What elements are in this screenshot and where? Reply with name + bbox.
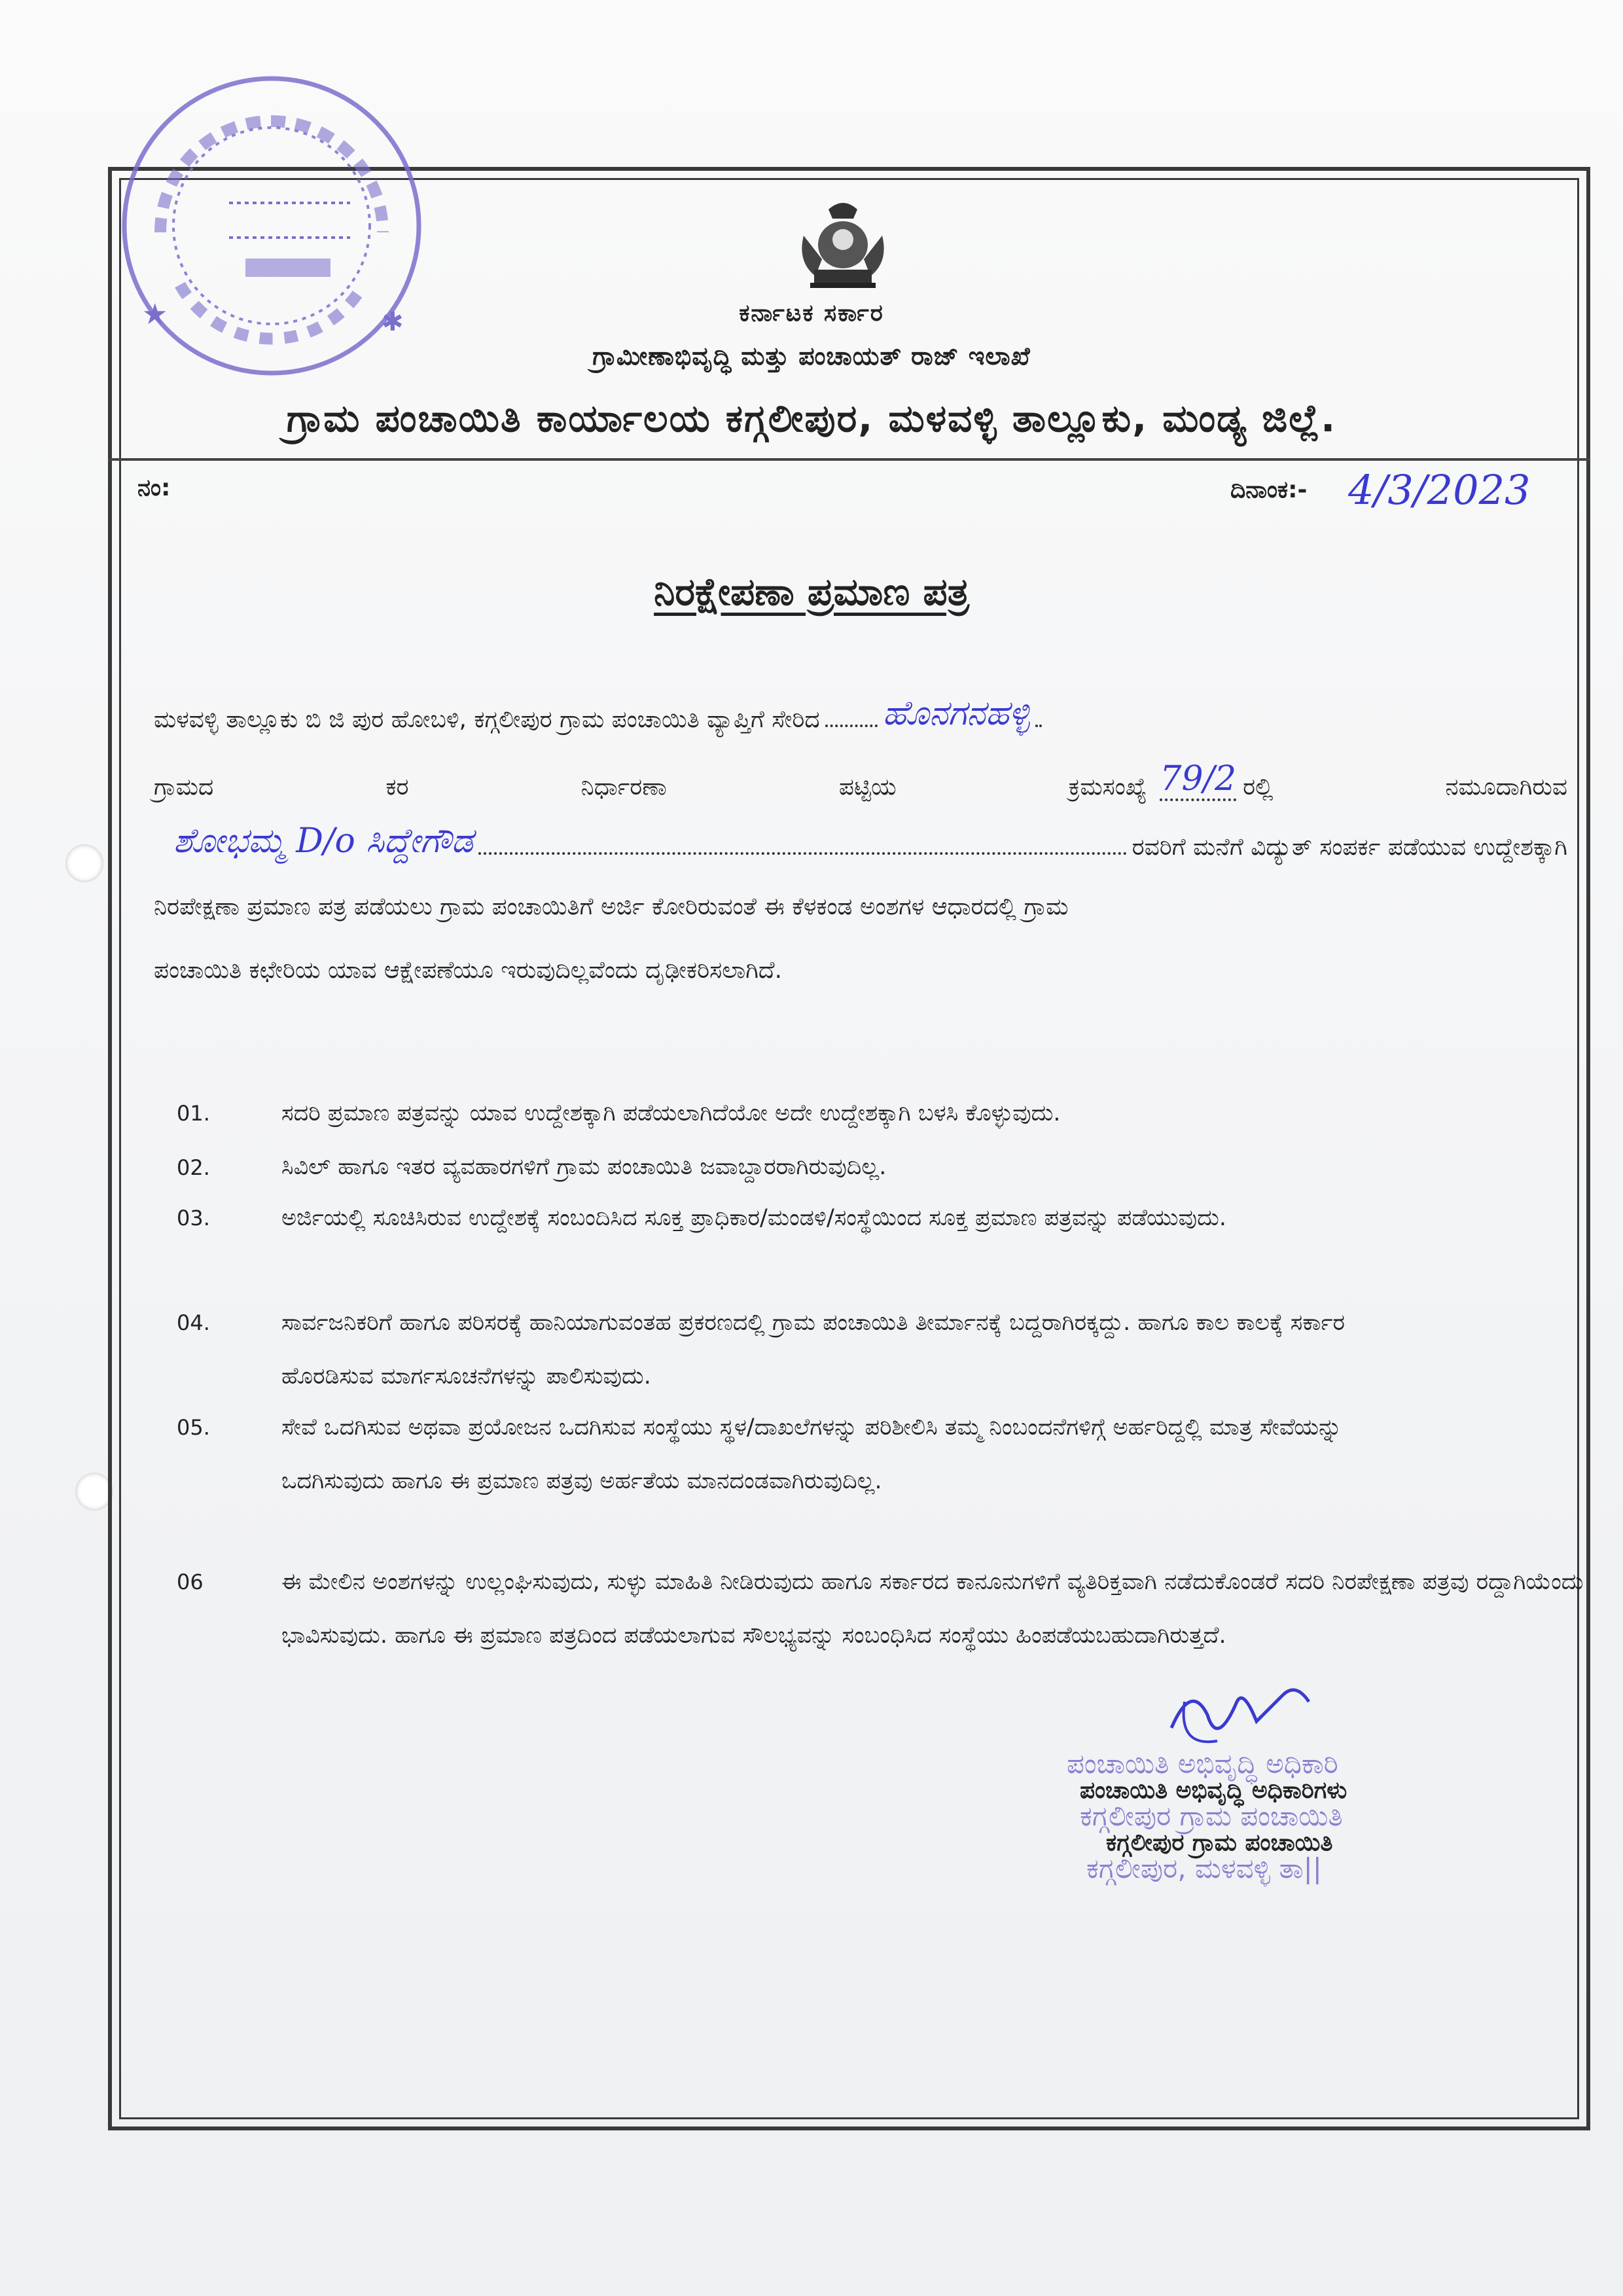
condition-text: ಸೇವೆ ಒದಗಿಸುವ ಅಥವಾ ಪ್ರಯೋಜನ ಒದಗಿಸುವ ಸಂಸ್ಥೆಯು ಸ್ಥಳ/ದಾಖಲೆಗಳನ್ನು ಪರಿಶೀಲಿಸಿ ತಮ್ಮ ನಿಂಬಂದನೆಗಳಿಗ್ಗೆ ಅರ್ಹರಿದ್ದಲ್ಲಿ ಮಾತ್ರ ಸೇವೆಯನ್ನು ಒದಗಿಸುವುದು ಹಾಗೂ ಈ ಪ್ರಮಾಣ ಪತ್ರವು ಅರ್ಹತೆಯ ಮಾನದಂಡವಾಗಿರುವುದಿಲ್ಲ. — [281, 1414, 1342, 1494]
department-name: ಗ್ರಾಮೀಣಾಭಿವೃದ್ಧಿ ಮತ್ತು ಪಂಚಾಯತ್ ರಾಜ್ ಇಲಾಖೆ — [592, 342, 1031, 370]
signature-block — [1021, 1695, 1558, 1892]
condition-number: 04. — [177, 1310, 210, 1335]
body-line-4: ನಿರಪೇಕ್ಷಣಾ ಪ್ರಮಾಣ ಪತ್ರ ಪಡೆಯಲು ಗ್ರಾಮ ಪಂಚಾಯಿತಿಗೆ ಅರ್ಜಿ ಕೋರಿರುವಂತೆ ಈ ಕೆಳಕಂಡ ಅಂಶಗಳ ಆಧಾರದಲ್ಲಿ ಗ್ರಾಮ — [154, 893, 1069, 920]
svg-text:★: ★ — [142, 298, 168, 331]
condition-text: ಅರ್ಜಿಯಲ್ಲಿ ಸೂಚಿಸಿರುವ ಉದ್ದೇಶಕ್ಕೆ ಸಂಬಂದಿಸಿದ ಸೂಕ್ತ ಪ್ರಾಧಿಕಾರ/ಮಂಡಳಿ/ಸಂಸ್ಥೆಯಿಂದ ಸೂಕ್ತ ಪ್ರಮಾಣ ಪತ್ರವನ್ನು ಪಡೆಯುವುದು. — [281, 1205, 1226, 1231]
body-line-2 — [154, 759, 1567, 801]
signatory-office: ಕಗ್ಗಲೀಪುರ ಗ್ರಾಮ ಪಂಚಾಯಿತಿ — [1106, 1829, 1333, 1856]
condition-number: 06 — [177, 1570, 204, 1594]
condition-text: ಈ ಮೇಲಿನ ಅಂಶಗಳನ್ನು ಉಲ್ಲಂಘಿಸುವುದು, ಸುಳ್ಳು ಮಾಹಿತಿ ನೀಡಿರುವುದು ಹಾಗೂ ಸರ್ಕಾರದ ಕಾನೂನುಗಳಿಗೆ ವ್ಯತಿರಿಕ್ತವಾಗಿ ನಡೆದುಕೊಂಡರೆ ಸದರಿ ನಿರಪೇಕ್ಷಣಾ ಪತ್ರವು ರದ್ದಾಗಿಯೆಂದು ಭಾವಿಸುವುದು. ಹಾಗೂ ಈ ಪ್ರಮಾಣ ಪತ್ರದಿಂದ ಪಡೆಯಲಾಗುವ ಸೌಲಭ್ಯವನ್ನು ಸಂಬಂಧಿಸಿದ ಸಂಸ್ಥೆಯು ಹಿಂಪಡೆಯಬಹುದಾಗಿರುತ್ತದೆ. — [281, 1569, 1584, 1649]
condition-number: 01. — [177, 1101, 210, 1126]
body-line-2-word-2: ಕರ — [385, 774, 409, 800]
header-divider — [108, 458, 1590, 461]
fill-dots — [1035, 725, 1042, 727]
condition-text: ಸಿವಿಲ್ ಹಾಗೂ ಇತರ ವ್ಯವಹಾರಗಳಿಗೆ ಗ್ರಾಮ ಪಂಚಾಯಿತಿ ಜವಾಬ್ದಾರರಾಗಿರುವುದಿಲ್ಲ. — [281, 1154, 887, 1180]
body-line-2-word-4: ಪಟ್ಟಿಯ — [838, 774, 897, 800]
condition-number: 02. — [177, 1155, 210, 1180]
body-line-5: ಪಂಚಾಯಿತಿ ಕಛೇರಿಯ ಯಾವ ಆಕ್ಷೇಪಣೆಯೂ ಇರುವುದಿಲ್ಲವೆಂದು ದೃಢೀಕರಿಸಲಾಗಿದೆ. — [154, 957, 783, 984]
body-line-1 — [154, 694, 1567, 734]
office-name: ಗ್ರಾಮ ಪಂಚಾಯಿತಿ ಕಾರ್ಯಾಲಯ ಕಗ್ಗಲೀಪುರ, ಮಳವಳ್ಳಿ ತಾಲ್ಲೂಕು, ಮಂಡ್ಯ ಜಿಲ್ಲೆ. — [286, 396, 1337, 440]
officer-seal-line-3: ಕಗ್ಗಲೀಪುರ, ಮಳವಳ್ಳಿ ತಾ|| — [1086, 1852, 1322, 1884]
body-line-2-end: ನಮೂದಾಗಿರುವ — [1445, 774, 1567, 800]
date-value-handwritten: 4/3/2023 — [1348, 466, 1531, 514]
punch-hole-top — [65, 844, 103, 882]
village-name-handwritten: ಹೊನಗನಹಳ್ಳಿ — [882, 694, 1030, 733]
serial-number-group — [1069, 759, 1274, 801]
officer-seal-line-1: ಪಂಚಾಯಿತಿ ಅಭಿವೃದ್ಧಿ ಅಧಿಕಾರಿ — [1067, 1748, 1338, 1780]
svg-text:✱: ✱ — [382, 307, 404, 337]
fill-dots — [825, 725, 878, 727]
condition-number: 03. — [177, 1206, 210, 1230]
body-line-2-word-5: ಕ್ರಮಸಂಖ್ಯೆ — [1068, 774, 1147, 800]
condition-number: 05. — [177, 1415, 210, 1440]
body-line-1-text: ಮಳವಳ್ಳಿ ತಾಲ್ಲೂಕು ಬಿ ಜಿ ಪುರ ಹೋಬಳಿ, ಕಗ್ಗಲೀಪುರ ಗ್ರಾಮ ಪಂಚಾಯಿತಿ ವ್ಯಾಪ್ತಿಗೆ ಸೇರಿದ — [154, 706, 820, 733]
body-line-3 — [154, 821, 1567, 861]
applicant-name-handwritten: ಶೋಭಮ್ಮ D/o ಸಿದ್ದೇಗೌಡ — [173, 821, 473, 861]
body-line-2-word-1: ಗ್ರಾಮದ — [154, 774, 214, 800]
body-line-3-text: ರವರಿಗೆ ಮನೆಗೆ ವಿದ್ಯುತ್ ಸಂಪರ್ಕ ಪಡೆಯುವ ಉದ್ದೇಶಕ್ಕಾಗಿ — [1132, 834, 1567, 861]
fill-dots — [478, 852, 1127, 855]
round-seal-stamp — [108, 62, 435, 389]
date-label: ದಿನಾಂಕ:- — [1230, 476, 1308, 503]
signatory-designation: ಪಂಚಾಯಿತಿ ಅಭಿವೃದ್ಧಿ ಅಧಿಕಾರಿಗಳು — [1080, 1777, 1347, 1804]
body-line-2-word-3: ನಿರ್ಧಾರಣಾ — [580, 774, 667, 800]
government-name: ಕರ್ನಾಟಕ ಸರ್ಕಾರ — [739, 300, 884, 327]
serial-number-handwritten: 79/2 — [1160, 759, 1236, 801]
reference-number-label: ನಂ: — [137, 475, 171, 501]
condition-text: ಸಾರ್ವಜನಿಕರಿಗೆ ಹಾಗೂ ಪರಿಸರಕ್ಕೆ ಹಾನಿಯಾಗುವಂತಹ ಪ್ರಕರಣದಲ್ಲಿ ಗ್ರಾಮ ಪಂಚಾಯಿತಿ ತೀರ್ಮಾನಕ್ಕೆ ಬದ್ದರಾಗಿರಕ್ಕದ್ದು. ಹಾಗೂ ಕಾಲ ಕಾಲಕ್ಕೆ ಸರ್ಕಾರ ಹೊರಡಿಸುವ ಮಾರ್ಗಸೂಚನೆಗಳನ್ನು ಪಾಲಿಸುವುದು. — [281, 1310, 1346, 1390]
document-title: ನಿರಕ್ಷೇಪಣಾ ಪ್ರಮಾಣ ಪತ್ರ — [654, 569, 969, 614]
state-emblem-icon — [791, 196, 895, 295]
condition-text: ಸದರಿ ಪ್ರಮಾಣ ಪತ್ರವನ್ನು ಯಾವ ಉದ್ದೇಶಕ್ಕಾಗಿ ಪಡೆಯಲಾಗಿದೆಯೋ ಅದೇ ಉದ್ದೇಶಕ್ಕಾಗಿ ಬಳಸಿ ಕೊಳ್ಳುವುದು. — [281, 1100, 1061, 1126]
body-line-2-after: ರಲ್ಲಿ — [1243, 774, 1274, 800]
officer-seal-line-2: ಕಗ್ಗಲೀಪುರ ಗ್ರಾಮ ಪಂಚಾಯಿತಿ — [1080, 1800, 1343, 1832]
